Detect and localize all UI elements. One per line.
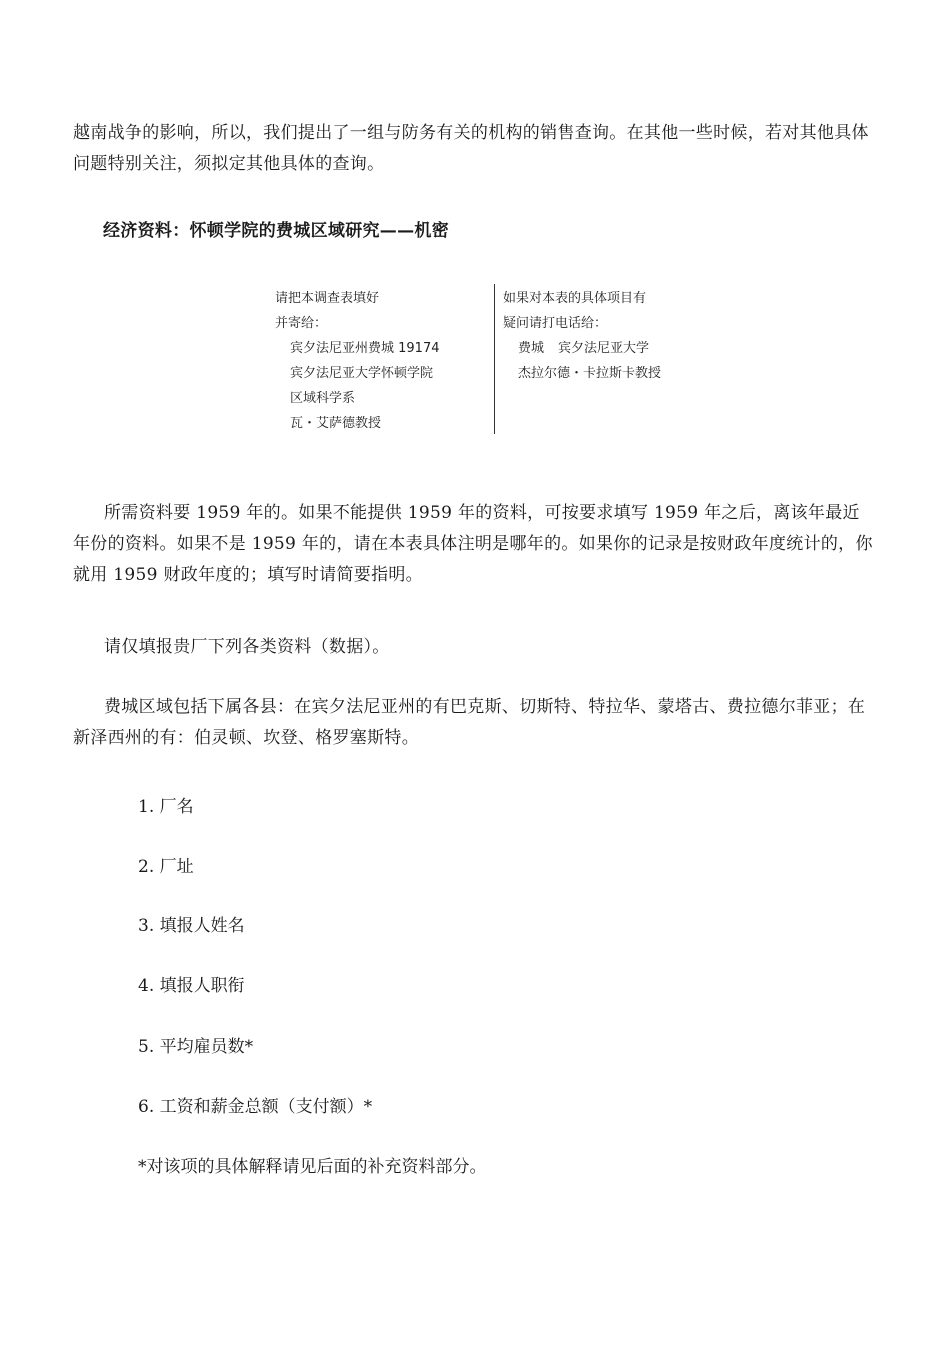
- paragraph-region-counties: 费城区域包括下属各县：在宾夕法尼亚州的有巴克斯、切斯特、特拉华、蒙塔古、费拉德尔菲亚；在新泽西州的有：伯灵顿、坎登、格罗塞斯特。: [73, 697, 866, 748]
- footnote: *对该项的具体解释请见后面的补充资料部分。: [138, 1157, 487, 1177]
- list-item: 2. 厂址: [138, 857, 194, 877]
- contact-line: 疑问请打电话给：: [503, 316, 608, 331]
- mail-to-line: 请把本调查表填好: [275, 291, 380, 306]
- list-item: 3. 填报人姓名: [138, 916, 245, 936]
- address-line: 宾夕法尼亚州费城 19174: [290, 341, 440, 356]
- column-divider: [494, 284, 495, 434]
- address-line: 瓦・艾萨德教授: [290, 416, 382, 431]
- list-item: 1. 厂名: [138, 797, 194, 817]
- list-item: 4. 填报人职衔: [138, 976, 245, 996]
- mail-to-line: 并寄给：: [275, 316, 328, 331]
- paragraph-instructions: 请仅填报贵厂下列各类资料（数据）。: [104, 637, 390, 657]
- contact-line: 如果对本表的具体项目有: [503, 291, 647, 306]
- address-line: 宾夕法尼亚大学怀顿学院: [290, 366, 434, 381]
- address-line: 区域科学系: [290, 391, 356, 406]
- contact-university: 宾夕法尼亚大学: [558, 341, 650, 356]
- contact-name: 杰拉尔德・卡拉斯卡教授: [518, 366, 662, 381]
- list-item: 5. 平均雇员数*: [138, 1037, 254, 1057]
- mail-to-column: [275, 286, 493, 436]
- contact-column: [503, 286, 693, 386]
- list-item: 6. 工资和薪金总额（支付额）*: [138, 1097, 373, 1117]
- mailing-instructions-box: [273, 284, 693, 436]
- contact-city: 费城: [518, 341, 545, 356]
- contact-affiliation: [503, 336, 693, 361]
- section-heading: 经济资料：怀顿学院的费城区域研究——机密: [103, 221, 449, 241]
- paragraph-defense-inquiry: 越南战争的影响，所以，我们提出了一组与防务有关的机构的销售查询。在其他一些时候，若对其他具体问题特别关注，须拟定其他具体的查询。: [73, 123, 869, 174]
- paragraph-data-year: 所需资料要 1959 年的。如果不能提供 1959 年的资料，可按要求填写 1959 年之后，离该年最近年份的资料。如果不是 1959 年的，请在本表具体注明是哪年的。如果你的记录是按财政年度统计的，你就用 1959 财政年度的；填写时请简要指明。: [73, 503, 873, 585]
